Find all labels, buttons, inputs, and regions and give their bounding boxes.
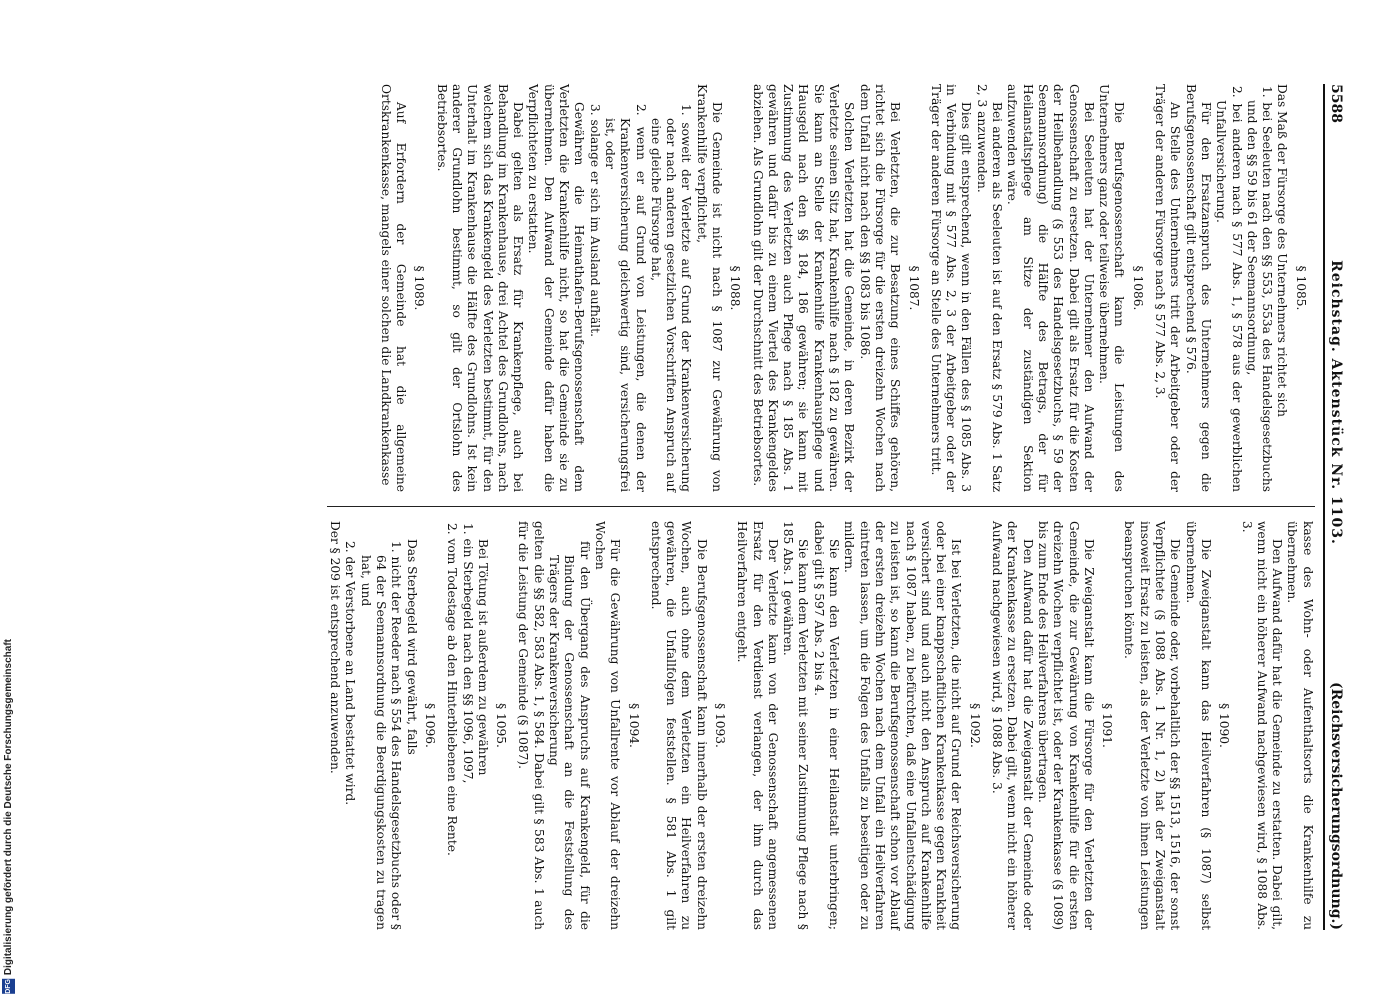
- paragraph: 1. ein Sterbegeld nach den §§ 1096, 1097,: [460, 523, 475, 784]
- paragraph: 2. vom Todestage ab den Hinterbliebenen eine Rente.: [445, 523, 460, 856]
- page-subtitle: (Reichsversicherungsordnung.): [1328, 681, 1344, 930]
- paragraph: Dabei gelten als Ersatz für Krankenpflege, auch bei Behandlung im Krankenhause, drei Achtel des Grundlohns, nach welchem sich das Krankengeld des Verletzten bestimmt, für den Unterhalt im Krankenhause die Hälfte des Grundlohns. Ist kein anderer Grundlohn bestimmt, so gilt der Ortslohn des Betriebsortes.: [434, 84, 526, 492]
- paragraph: Bei Verletzten, die zur Besatzung eines Schiffes gehören, richtet sich die Fürsorge für die ersten dreizehn Wochen nach dem Unfall nicht nach den §§ 1083 bis 1086.: [857, 84, 903, 492]
- paragraph: An Stelle des Unternehmers tritt der Arbeitgeber oder der Träger der anderen Fürsorge nach § 577 Abs. 2, 3.: [1153, 84, 1183, 492]
- dfg-logo: DFG: [2, 979, 15, 994]
- paragraph: Auf Erfordern der Gemeinde hat die allgemeine Ortskrankenkasse, mangels einer solchen die Landkrankenkasse: [378, 84, 409, 492]
- paragraph: Die Berufsgenossenschaft kann die Leistungen des Unternehmers ganz oder teilweise übernehmen.: [1097, 84, 1127, 492]
- paragraph: Ist bei Verletzten, die nicht auf Grund der Reichsversicherung oder bei einer knappschaftlichen Krankenkasse gegen Krankheit versichert sind und auch nicht den Anspruch auf Krankenhilfe nach § 1087 haben, zu befürchten, daß eine Unfallentschädigung zu leisten ist, so kann die Berufsgenossenschaft schon vor Ablauf der ersten dreizehn Wochen nach dem Unfall ein Heilverfahren eintreten lassen, um die Folgen des Unfalls zu beseitigen oder zu mildern.: [842, 521, 964, 930]
- paragraph: Die Zweiganstalt kann das Heilverfahren (§ 1087) selbst übernehmen.: [1183, 521, 1213, 930]
- section-heading: § 1087.: [906, 265, 921, 311]
- paragraph: 1. nicht der Reeder nach § 554 des Handelsgesetzbuchs oder § 64 der Seemannsordnung die Beerdigungskosten zu tragen hat, und: [358, 541, 404, 930]
- section-heading: § 1085.: [1293, 265, 1308, 311]
- paragraph: Die Gemeinde ist nicht nach § 1087 zur Gewährung von Krankenhilfe verpflichtet,: [694, 84, 725, 492]
- section-heading: § 1090.: [1217, 703, 1232, 748]
- paragraph: Bei anderen als Seeleuten ist auf den Ersatz § 579 Abs. 1 Satz 2, 3 anzuwenden.: [974, 84, 1005, 492]
- paragraph: gelten die §§ 582, 583 Abs. 1, § 584. Dabei gilt § 583 Abs. 1 auch für die Leistung der Gemeinde (§ 1087).: [516, 521, 546, 930]
- paragraph: 1. bei Seeleuten nach den §§ 553, 553a des Handelsgesetzbuchs und den §§ 59 bis 61 der Seemannsordnung,: [1244, 86, 1275, 492]
- paragraph: Solchen Verletzten hat die Gemeinde, in deren Bezirk der Verletzte seinen Sitz hat, Krankenhilfe nach § 182 zu gewähren. Sie kann an Stelle der Krankenhilfe Krankenhauspflege und Hausgeld nach den §§ 184, 186 gewähren; sie kann mit Zustimmung des Verletzten auch Pflege nach § 185 Abs. 1 gewähren und dafür bis zu einem Viertel des Krankengeldes abziehen. Als Grundlohn gilt der Durchschnitt des Betriebsortes.: [750, 84, 857, 492]
- digitization-credit-text: Digitalisierung gefördert durch die Deutsche Forschungsgemeinschaft: [2, 639, 14, 976]
- section-heading: § 1095.: [494, 703, 509, 748]
- right-column: [327, 507, 1315, 930]
- section-heading: § 1093.: [713, 703, 728, 748]
- paragraph: Bei Tötung ist außerdem zu gewähren: [475, 539, 490, 776]
- section-heading: § 1089.: [412, 265, 427, 311]
- paragraph: 3. solange er sich im Ausland aufhält.: [587, 104, 602, 337]
- page-number: 5588: [1328, 84, 1344, 123]
- paragraph: 2. bei anderen nach § 577 Abs. 1, § 578 aus der gewerblichen Unfallversicherung.: [1214, 86, 1244, 492]
- paragraph: Der § 209 ist entsprechend anzuwenden.: [328, 521, 343, 774]
- paragraph: kasse des Wohn- oder Aufenthaltsorts die Krankenhilfe zu übernehmen.: [1285, 521, 1315, 930]
- paragraph: Für die Gewährung von Unfallrente vor Ablauf der dreizehn Wochen: [592, 521, 623, 930]
- text-columns: [327, 84, 1315, 930]
- paragraph: Die Gemeinde oder, vorbehaltlich der §§ 1513, 1516, der sonst Verpflichtete (§ 1088 Abs. 1 Nr. 1, 2) hat der Zweiganstalt insoweit Ersatz zu leisten, als der Verletzte von ihnen Leistungen beanspruchen könnte.: [1122, 521, 1183, 930]
- paragraph: Sie kann dem Verletzten mit seiner Zustimmung Pflege nach § 185 Abs. 1 gewähren.: [781, 521, 811, 930]
- paragraph: Den Aufwand dafür hat die Zweiganstalt der Gemeinde oder der Krankenkasse zu ersetzen. Dabei gilt, wenn nicht ein höherer Aufwand nachgewiesen wird, § 1088 Abs. 3.: [990, 521, 1035, 930]
- paragraph: 1. soweit der Verletzte auf Grund der Krankenversicherung oder nach anderen gesetzlichen Vorschriften Anspruch auf eine gleiche Fürsorge hat,: [648, 104, 694, 492]
- paragraph: Den Aufwand dafür hat die Gemeinde zu erstatten. Dabei gilt, wenn nicht ein höherer Aufwand nachgewiesen wird, § 1088 Abs. 3.: [1239, 521, 1285, 930]
- paragraph: Das Sterbegeld wird gewährt, falls: [404, 539, 419, 755]
- paragraph: Die Zweiganstalt kann die Fürsorge für den Verletzten der Gemeinde, die zur Gewährung von Krankenhilfe für die ersten dreizehn Wochen verpflichtet ist, oder der Krankenkasse (§ 1089) bis zum Ende des Heilverfahrens übertragen.: [1035, 521, 1096, 930]
- paragraph: Das Maß der Fürsorge des Unternehmers richtet sich: [1275, 84, 1290, 418]
- paragraph: Die Berufsgenossenschaft kann innerhalb der ersten dreizehn Wochen, auch ohne dem Verletzten ein Heilverfahren zu gewähren, die Unfallfolgen feststellen. § 581 Abs. 1 gilt entsprechend.: [648, 521, 709, 930]
- paragraph: Gewähren die Heimathafen-Berufsgenossenschaft dem Verletzten die Krankenhilfe nicht, so hat die Gemeinde sie zu übernehmen. Den Aufwand der Gemeinde dafür haben die Verpflichteten zu erstatten.: [526, 84, 587, 492]
- digitization-credit: [1, 639, 15, 994]
- paragraph: 2. der Verstorbene an Land bestattet wird.: [343, 541, 358, 806]
- paragraph: Der Verletzte kann von der Genossenschaft angemessenen Ersatz für den Verdienst verlangen, der ihm durch das Heilverfahren entgeht.: [735, 521, 780, 930]
- paragraph: Bei Seeleuten hat der Unternehmer den Aufwand der Genossenschaft zu ersetzen. Dabei gilt als Ersatz für die Kosten der Heilbehandlung (§ 553 des Handelsgesetzbuchs, § 59 der Seemannsordnung) die Hälfte des Betrags, der für Heilanstaltspflege am Sitze der zuständigen Sektion aufzuwenden wäre.: [1005, 84, 1096, 492]
- section-heading: § 1092.: [967, 703, 982, 748]
- paragraph: Für den Ersatzanspruch des Unternehmers gegen die Berufsgenossenschaft gilt entsprechend § 576.: [1183, 84, 1213, 492]
- section-heading: § 1088.: [728, 265, 743, 311]
- paragraph: Sie kann den Verletzten in einer Heilanstalt unterbringen; dabei gilt § 597 Abs. 2 bis 4.: [811, 521, 842, 930]
- section-heading: § 1094.: [626, 703, 641, 748]
- left-column: [327, 84, 1315, 507]
- page-title: Reichstag. Aktenstück Nr. 1103.: [1328, 260, 1344, 545]
- paragraph: 2. wenn er auf Grund von Leistungen, die denen der Krankenversicherung gleichwertig sind, versicherungsfrei ist, oder: [602, 104, 648, 492]
- section-heading: § 1091.: [1100, 703, 1115, 748]
- section-heading: § 1086.: [1130, 265, 1145, 311]
- paragraph: für den Übergang des Anspruchs auf Krankengeld, für die Bindung der Genossenschaft an die Feststellung des Trägers der Krankenversicherung: [547, 541, 592, 930]
- page-header: [1323, 84, 1343, 930]
- paragraph: Dies gilt entsprechend, wenn in den Fällen des § 1085 Abs. 3 in Verbindung mit § 577 Abs. 2, 3 der Arbeitgeber oder der Träger der anderen Fürsorge an Stelle des Unternehmers tritt.: [928, 84, 974, 492]
- section-heading: § 1096.: [422, 703, 437, 748]
